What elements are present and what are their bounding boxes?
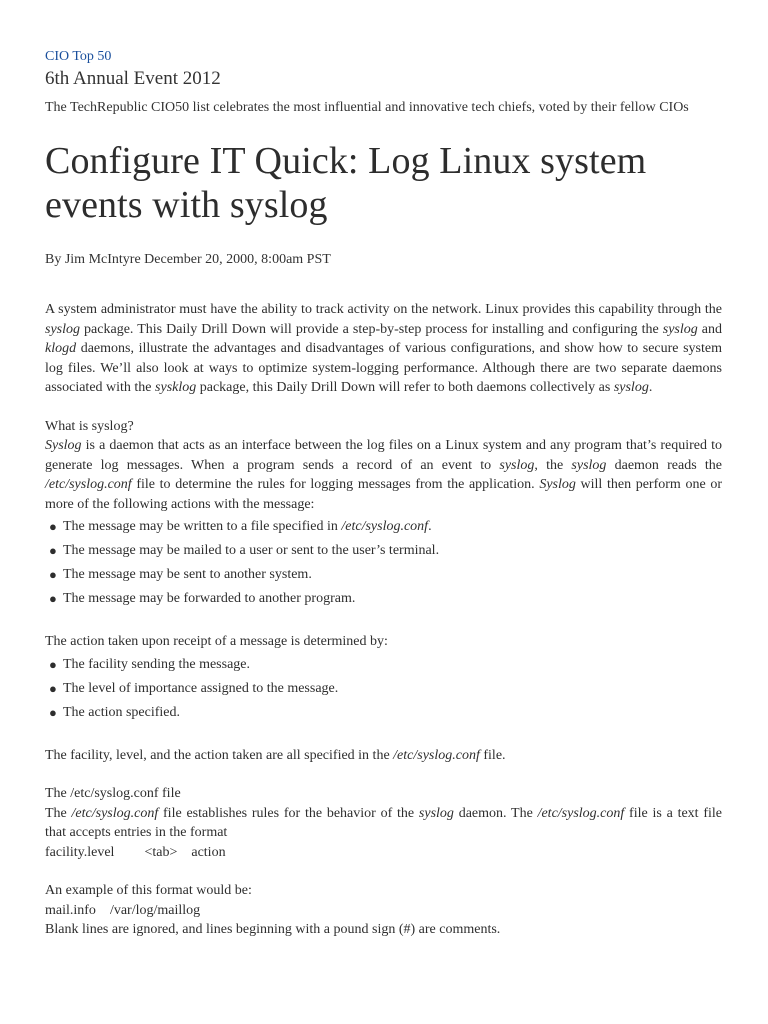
conf-paragraph: The /etc/syslog.conf file establishes rules for the behavior of the syslog daemon. The /etc/syslog.conf file is a text file that accepts entries in the format	[45, 805, 723, 840]
actions-list	[45, 517, 722, 608]
bullet-icon: ●	[49, 567, 57, 582]
spacer	[45, 727, 722, 746]
bullet-icon: ●	[49, 519, 57, 534]
example-intro: An example of this format would be:	[45, 883, 252, 898]
list-item: ● The level of importance assigned to the message.	[49, 680, 339, 696]
list-item: ● The facility sending the message.	[49, 656, 250, 672]
spacer	[45, 613, 722, 632]
example-line: mail.info /var/log/maillog	[45, 902, 201, 918]
format-line: facility.level <tab> action	[45, 844, 226, 860]
article-title: Configure IT Quick: Log Linux system events with syslog	[45, 140, 647, 226]
promo-block	[45, 0, 722, 117]
bullet-icon: ●	[49, 543, 57, 558]
promo-description: The TechRepublic CIO50 list celebrates the most influential and innovative tech chiefs, voted by their fellow CIOs	[45, 100, 689, 115]
bullet-icon: ●	[49, 591, 57, 606]
bullet-icon: ●	[49, 680, 57, 696]
list-item: ● The message may be written to a file specified in /etc/syslog.conf.	[49, 519, 432, 534]
list-item: ● The action specified.	[49, 704, 181, 720]
intro-paragraph: A system administrator must have the ability to track activity on the network. Linux provides this capability through the syslog package. This Daily Drill Down will provide a step-by-step process for installing and configuring the syslog and klogd daemons, illustrate the advantages and disadvantages of various configurations, and show how to secure system log files. We’ll also look at ways to optimize system-logging performance. Although there are two separate daemons associated with the sysklog package, this Daily Drill Down will refer to both daemons collectively as syslog.	[45, 302, 723, 395]
article-body	[45, 300, 722, 940]
section-heading-what-is: What is syslog?	[45, 418, 134, 434]
section-heading-conf-file: The /etc/syslog.conf file	[45, 786, 181, 801]
article-byline: By Jim McIntyre December 20, 2000, 8:00am PST	[45, 252, 331, 267]
list-item: ● The message may be forwarded to another program.	[49, 591, 356, 606]
list-item: ● The message may be sent to another system.	[49, 567, 312, 582]
comments-note: Blank lines are ignored, and lines beginning with a pound sign (#) are comments.	[45, 922, 501, 937]
determined-intro: The action taken upon receipt of a message is determined by:	[45, 634, 388, 649]
what-is-paragraph: Syslog is a daemon that acts as an interface between the log files on a Linux system and any program that’s required to generate log messages. When a program sends a record of an event to syslog, the syslog daemon reads the /etc/syslog.conf file to determine the rules for logging messages from the application. Syslog will then perform one or more of the following actions with the message:	[45, 438, 722, 512]
cio-top-50-link[interactable]: CIO Top 50	[45, 49, 112, 64]
specified-paragraph: The facility, level, and the action taken are all specified in the /etc/syslog.conf file.	[45, 747, 506, 763]
bullet-icon: ●	[49, 656, 57, 672]
list-item: ● The message may be mailed to a user or sent to the user’s terminal.	[49, 543, 440, 558]
determined-list	[45, 655, 722, 722]
bullet-icon: ●	[49, 704, 57, 720]
promo-event-title: 6th Annual Event 2012	[45, 68, 221, 89]
